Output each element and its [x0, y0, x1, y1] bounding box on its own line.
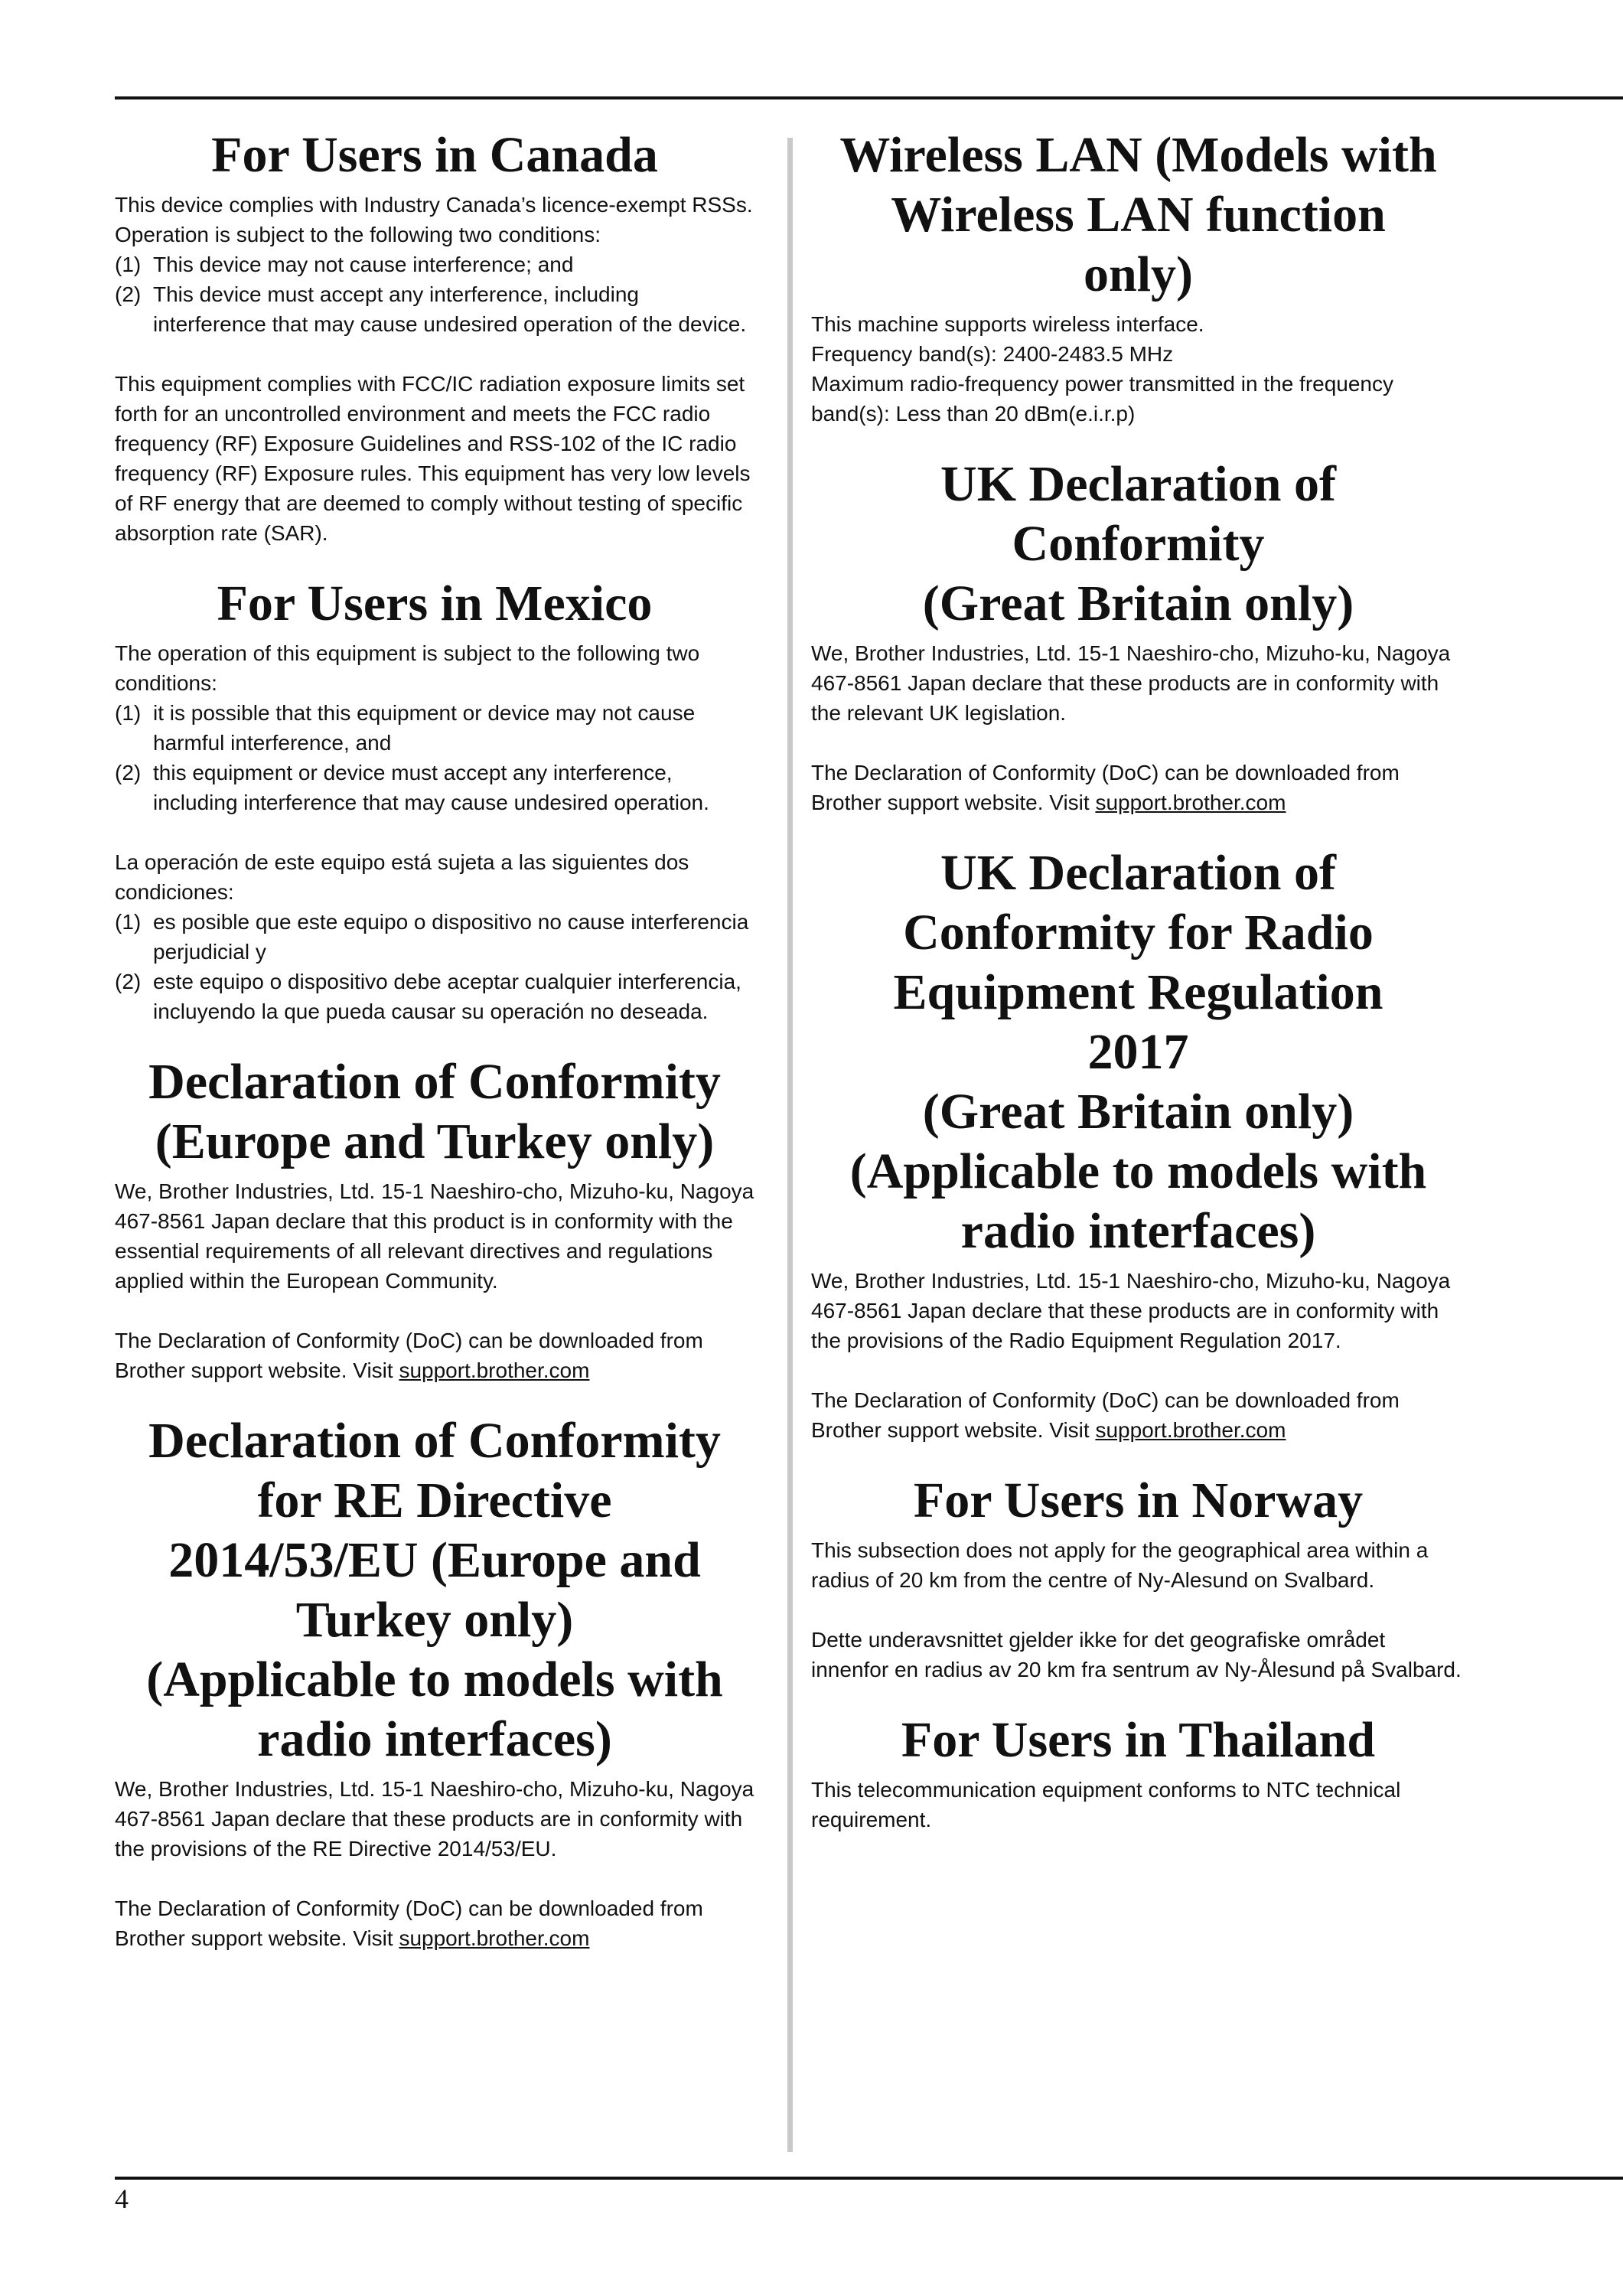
section-thailand [811, 1711, 1465, 1835]
heading-doc-europe: Declaration of Conformity (Europe and Turkey only) [148, 1054, 721, 1169]
top-rule [115, 96, 1623, 99]
heading-wireless-lan: Wireless LAN (Models with Wireless LAN function only) [839, 127, 1437, 302]
support-link[interactable]: support.brother.com [1095, 1418, 1286, 1442]
support-link[interactable]: support.brother.com [1095, 791, 1286, 814]
section-mexico [115, 574, 754, 1026]
section-doc-europe [115, 1052, 754, 1385]
page-number: 4 [115, 2183, 129, 2214]
norway-english: This subsection does not apply for the geographical area within a radius of 20 km from the centre of Ny-Alesund on Svalbard. [811, 1538, 1429, 1592]
bottom-rule [115, 2177, 1623, 2180]
list-item: (2) this equipment or device must accept any interference, including interference that may cause undesired operation. [115, 761, 709, 814]
list-item: (1) This device may not cause interference; and [115, 253, 574, 276]
norway-norwegian: Dette underavsnittet gjelder ikke for det geografiske området innenfor en radius av 20 km fra sentrum av Ny-Ålesund på Svalbard. [811, 1628, 1462, 1681]
section-wireless-lan [811, 126, 1465, 429]
heading-norway: For Users in Norway [913, 1473, 1364, 1528]
heading-canada: For Users in Canada [211, 127, 658, 183]
section-canada [115, 126, 754, 548]
doc-re-download: The Declaration of Conformity (DoC) can be downloaded from Brother support website. Visit support.brother.com [115, 1896, 703, 1950]
section-uk-radio-regulation [811, 843, 1465, 1445]
mexico-intro: The operation of this equipment is subject to the following two conditions: [115, 641, 700, 695]
canada-conditions [115, 249, 754, 339]
list-item: (2) This device must accept any interference, including interference that may cause undesired operation of the device. [115, 282, 747, 336]
wlan-max-power: Maximum radio-frequency power transmitted in the frequency band(s): Less than 20 dBm(e.i.r.p) [811, 372, 1394, 426]
section-doc-re-directive [115, 1411, 754, 1953]
doc-re-declaration: We, Brother Industries, Ltd. 15-1 Naeshiro-cho, Mizuho-ku, Nagoya 467-8561 Japan declare that these products are in conformity with the provisions of the RE Directive 2014/53/EU. [115, 1777, 754, 1861]
heading-uk-doc: UK Declaration of Conformity (Great Britain only) [922, 456, 1354, 631]
heading-uk-radio-regulation: UK Declaration of Conformity for Radio Equipment Regulation 2017 (Great Britain only) (Applicable to models with radio interfaces) [849, 845, 1427, 1259]
support-link[interactable]: support.brother.com [399, 1926, 590, 1950]
thailand-text: This telecommunication equipment conforms to NTC technical requirement. [811, 1778, 1401, 1831]
list-item: (1) it is possible that this equipment or device may not cause harmful interference, and [115, 701, 696, 755]
heading-doc-re-directive: Declaration of Conformity for RE Directive 2014/53/EU (Europe and Turkey only) (Applicable to models with radio interfaces) [146, 1413, 723, 1767]
section-norway [811, 1471, 1465, 1684]
wlan-frequency-band: Frequency band(s): 2400-2483.5 MHz [811, 342, 1174, 366]
doc-europe-declaration: We, Brother Industries, Ltd. 15-1 Naeshiro-cho, Mizuho-ku, Nagoya 467-8561 Japan declare that this product is in conformity with the essential requirements of all relevant directives and regulations applied within the European Community. [115, 1179, 754, 1293]
mexico-intro-es: La operación de este equipo está sujeta a las siguientes dos condiciones: [115, 850, 689, 904]
uk-doc-download: The Declaration of Conformity (DoC) can be downloaded from Brother support website. Visit support.brother.com [811, 761, 1400, 814]
doc-europe-download: The Declaration of Conformity (DoC) can be downloaded from Brother support website. Visit support.brother.com [115, 1329, 703, 1382]
left-column [115, 126, 754, 1979]
wlan-support-line: This machine supports wireless interface. [811, 312, 1204, 336]
uk-doc-declaration: We, Brother Industries, Ltd. 15-1 Naeshiro-cho, Mizuho-ku, Nagoya 467-8561 Japan declare that these products are in conformity with the relevant UK legislation. [811, 641, 1451, 725]
support-link[interactable]: support.brother.com [399, 1358, 590, 1382]
right-column [811, 126, 1465, 1861]
heading-mexico: For Users in Mexico [217, 576, 653, 631]
heading-thailand: For Users in Thailand [901, 1712, 1376, 1768]
mexico-conditions-es [115, 907, 754, 1026]
list-item: (1) es posible que este equipo o dispositivo no cause interferencia perjudicial y [115, 910, 749, 964]
uk-red-download: The Declaration of Conformity (DoC) can be downloaded from Brother support website. Visit support.brother.com [811, 1388, 1400, 1442]
list-item: (2) este equipo o dispositivo debe aceptar cualquier interferencia, incluyendo la que pueda causar su operación no deseada. [115, 970, 741, 1023]
section-uk-doc [811, 455, 1465, 817]
column-divider [787, 138, 793, 2152]
uk-red-declaration: We, Brother Industries, Ltd. 15-1 Naeshiro-cho, Mizuho-ku, Nagoya 467-8561 Japan declare that these products are in conformity with the provisions of the Radio Equipment Regulation 2017. [811, 1269, 1451, 1352]
canada-intro: This device complies with Industry Canada’s licence-exempt RSSs. Operation is subject to the following two conditions: [115, 193, 753, 246]
mexico-conditions [115, 698, 754, 817]
canada-fcc-paragraph: This equipment complies with FCC/IC radiation exposure limits set forth for an uncontrolled environment and meets the FCC radio frequency (RF) Exposure Guidelines and RSS-102 of the IC radio frequency (RF) Exposure rules. This equipment has very low levels of RF energy that are deemed to comply without testing of specific absorption rate (SAR). [115, 372, 751, 545]
